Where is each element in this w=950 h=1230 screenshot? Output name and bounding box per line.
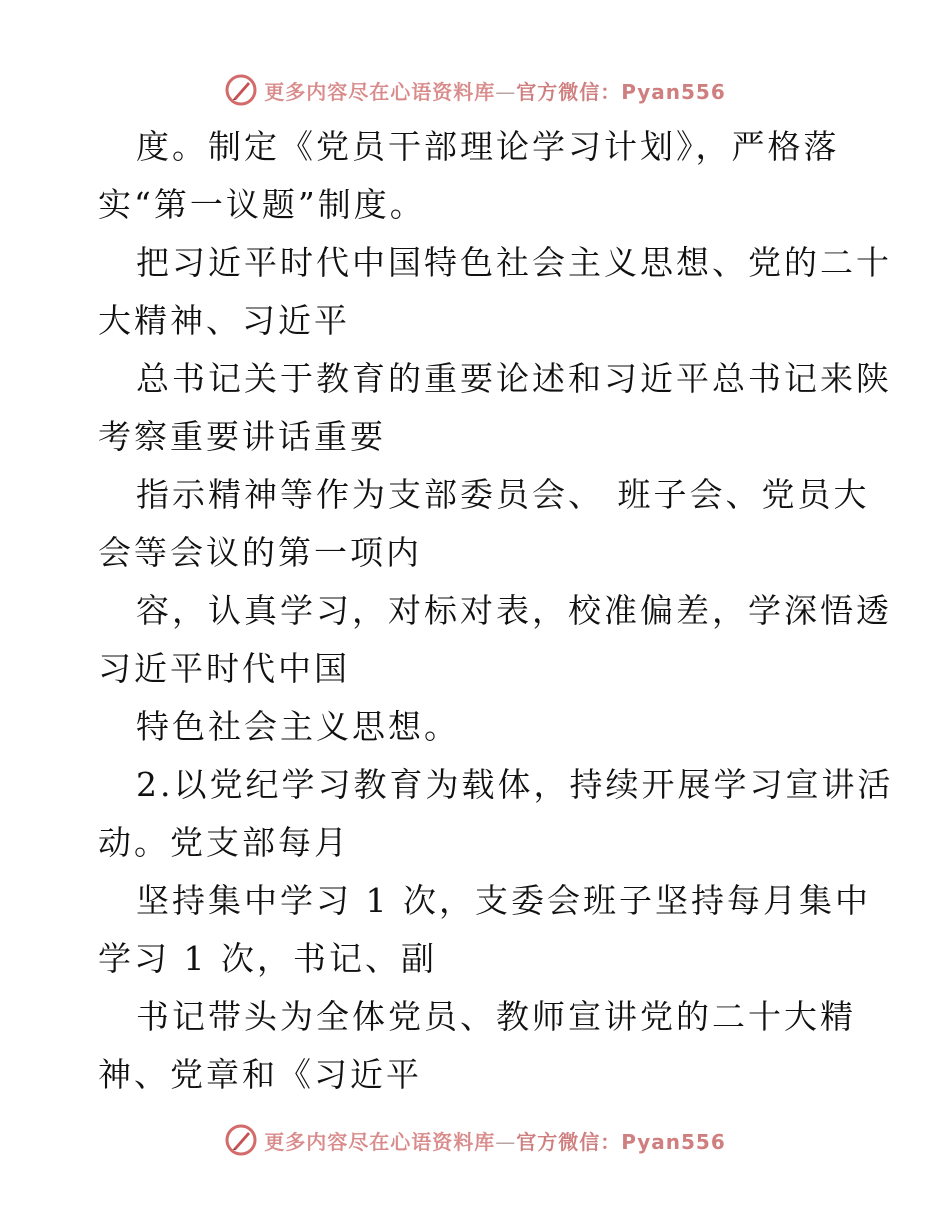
- text-line: 容，认真学习，对标对表，校准偏差，学深悟透: [136, 591, 892, 630]
- watermark-separator: —: [495, 1129, 517, 1154]
- text-line: 指示精神等作为支部委员会、 班子会、党员大: [136, 475, 870, 514]
- text-line: 考察重要讲话重要: [98, 417, 386, 456]
- text-line: 实“第一议题”制度。: [98, 185, 426, 224]
- watermark-text: [264, 1126, 726, 1155]
- text-line: 动。党支部每月: [98, 823, 350, 862]
- text-line: 会等会议的第一项内: [98, 533, 422, 572]
- text-line: 特色社会主义思想。: [136, 707, 460, 746]
- watermark-separator: —: [495, 79, 517, 104]
- text-line: 2.以党纪学习教育为载体，持续开展学习宣讲活: [136, 765, 894, 804]
- text-line: 总书记关于教育的重要论述和习近平总书记来陕: [136, 359, 892, 398]
- text-line: 度。制定《党员干部理论学习计划》，严格落: [136, 127, 840, 166]
- quill-logo-icon: [224, 73, 258, 107]
- text-line: 神、党章和《习近平: [98, 1055, 422, 1094]
- watermark-text: [264, 76, 726, 105]
- text-line: 大精神、习近平: [98, 301, 350, 340]
- watermark-main: 更多内容尽在心语资料库: [264, 79, 496, 104]
- watermark-header: [0, 70, 950, 110]
- watermark-contact: 官方微信：Pyan556: [516, 79, 726, 104]
- text-line: 坚持集中学习 1 次，支委会班子坚持每月集中: [136, 881, 871, 920]
- watermark-contact: 官方微信：Pyan556: [516, 1129, 726, 1154]
- text-line: 书记带头为全体党员、教师宣讲党的二十大精: [136, 997, 856, 1036]
- text-line: 学习 1 次，书记、副: [98, 939, 437, 978]
- document-body: [98, 118, 894, 1104]
- text-line: 把习近平时代中国特色社会主义思想、党的二十: [136, 243, 892, 282]
- watermark-footer: [0, 1120, 950, 1160]
- text-line: 习近平时代中国: [98, 649, 350, 688]
- quill-logo-icon: [224, 1123, 258, 1157]
- watermark-main: 更多内容尽在心语资料库: [264, 1129, 496, 1154]
